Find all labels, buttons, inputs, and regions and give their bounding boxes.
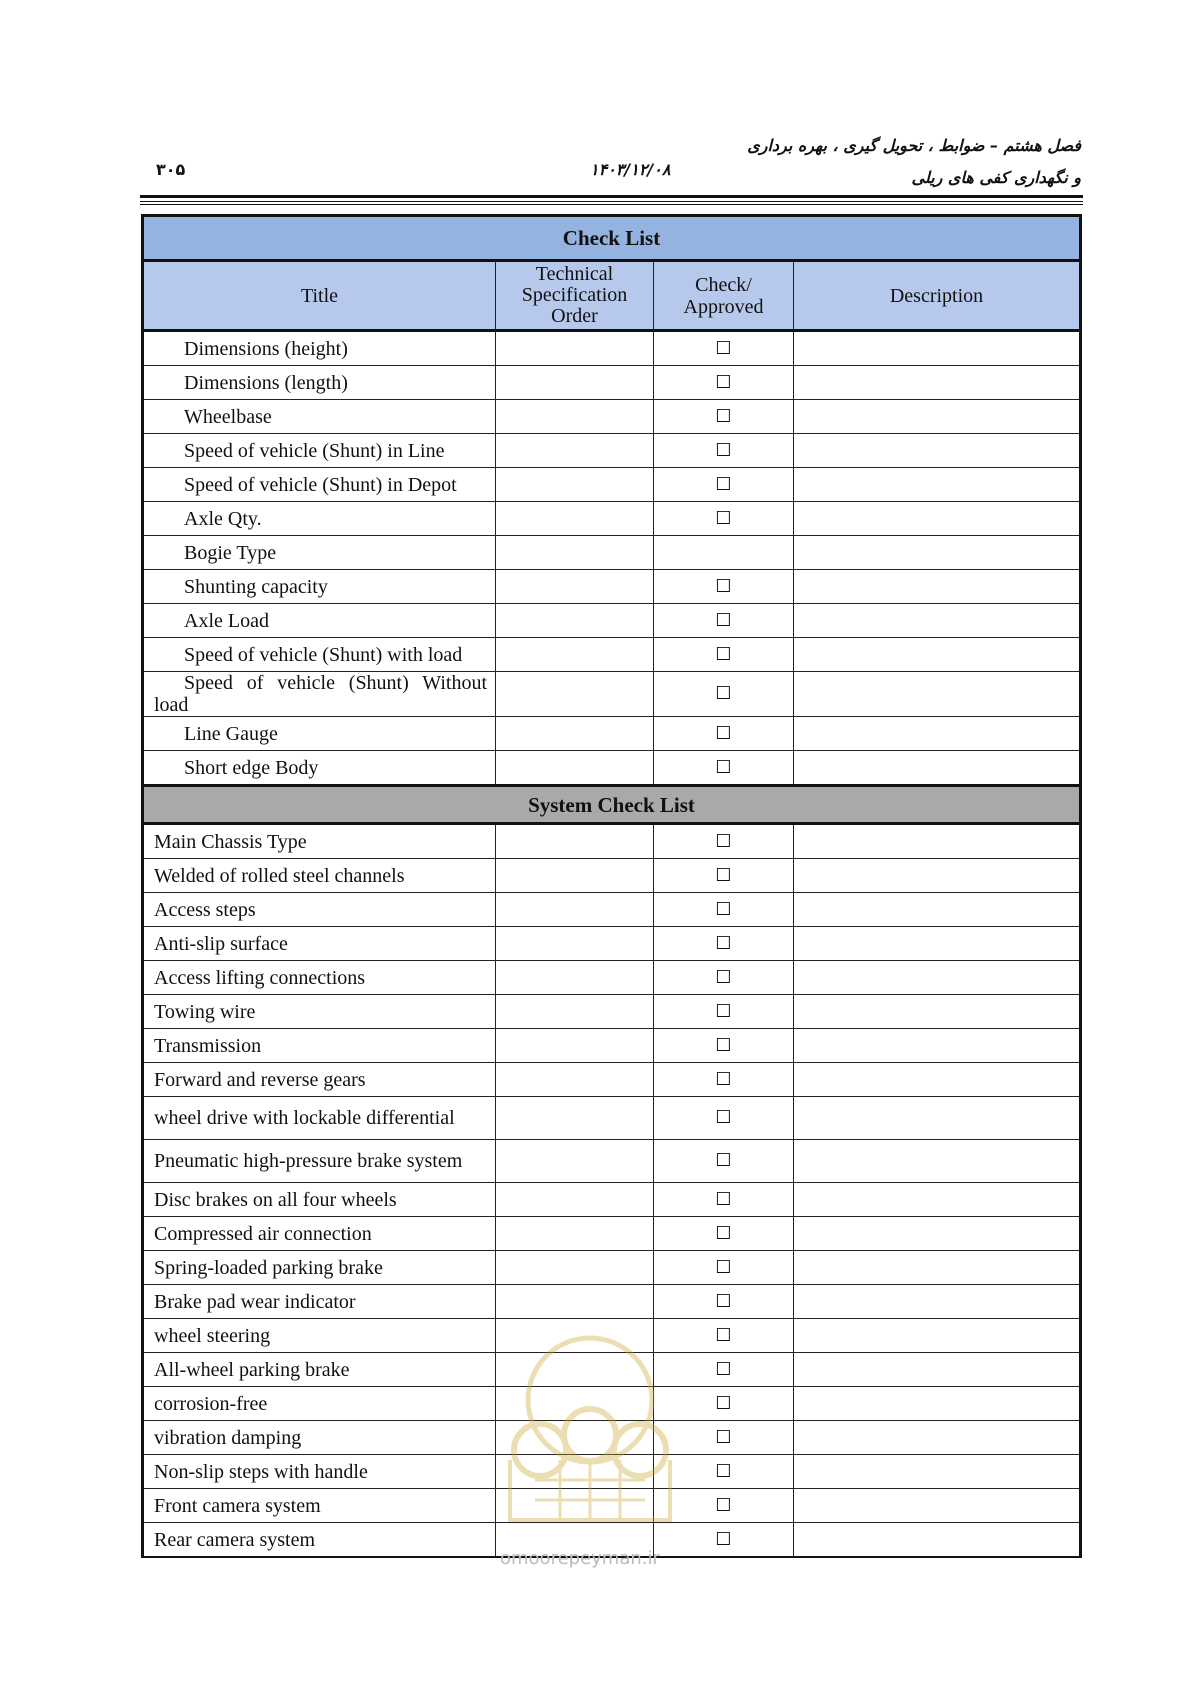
checkbox[interactable]: ☐ xyxy=(654,1029,794,1063)
description-cell[interactable] xyxy=(794,717,1081,751)
checklist-banner-row xyxy=(143,216,1081,261)
tech-spec-cell[interactable] xyxy=(496,1285,654,1319)
watermark-seal-icon xyxy=(490,1330,690,1530)
checkbox[interactable]: ☐ xyxy=(654,1063,794,1097)
checkbox[interactable]: ☐ xyxy=(654,961,794,995)
table-row xyxy=(143,859,1081,893)
row-title: Disc brakes on all four wheels xyxy=(143,1183,496,1217)
tech-spec-cell[interactable] xyxy=(496,434,654,468)
table-row xyxy=(143,331,1081,366)
tech-spec-cell[interactable] xyxy=(496,1097,654,1140)
check-cell[interactable] xyxy=(654,536,794,570)
system-checklist-banner-row xyxy=(143,786,1081,824)
row-title: Speed of vehicle (Shunt) Without load xyxy=(143,672,496,717)
column-header-check: Check/ Approved xyxy=(654,261,794,331)
checkbox[interactable]: ☐ xyxy=(654,366,794,400)
checkbox[interactable]: ☐ xyxy=(654,893,794,927)
row-title: Dimensions (length) xyxy=(143,366,496,400)
table-row xyxy=(143,824,1081,859)
tech-spec-cell[interactable] xyxy=(496,1029,654,1063)
header-rule xyxy=(140,201,1083,202)
tech-spec-cell[interactable] xyxy=(496,893,654,927)
row-title: Compressed air connection xyxy=(143,1217,496,1251)
checkbox[interactable]: ☐ xyxy=(654,1183,794,1217)
tech-spec-cell[interactable] xyxy=(496,331,654,366)
header-rule xyxy=(140,204,1083,205)
description-cell[interactable] xyxy=(794,536,1081,570)
column-header-tech-spec: Technical Specification Order xyxy=(496,261,654,331)
description-cell[interactable] xyxy=(794,1319,1081,1353)
checkbox[interactable]: ☐ xyxy=(654,1489,794,1523)
description-cell[interactable] xyxy=(794,1140,1081,1183)
checkbox[interactable]: ☐ xyxy=(654,1217,794,1251)
table-row xyxy=(143,1251,1081,1285)
row-title: Axle Qty. xyxy=(143,502,496,536)
table-row xyxy=(143,995,1081,1029)
row-title: Access steps xyxy=(143,893,496,927)
checkbox[interactable]: ☐ xyxy=(654,400,794,434)
description-cell[interactable] xyxy=(794,1029,1081,1063)
checkbox[interactable]: ☐ xyxy=(654,1387,794,1421)
table-row xyxy=(143,1285,1081,1319)
page-number: ۳۰۵ xyxy=(156,160,186,179)
header-rule xyxy=(140,195,1083,198)
description-cell[interactable] xyxy=(794,995,1081,1029)
watermark-url: omoorepeyman.ir xyxy=(500,1548,660,1569)
table-row xyxy=(143,1097,1081,1140)
description-cell[interactable] xyxy=(794,1523,1081,1558)
description-cell[interactable] xyxy=(794,468,1081,502)
checkbox[interactable]: ☐ xyxy=(654,717,794,751)
checkbox[interactable]: ☐ xyxy=(654,1523,794,1558)
table-row xyxy=(143,1063,1081,1097)
column-header-title: Title xyxy=(143,261,496,331)
tech-spec-cell[interactable] xyxy=(496,961,654,995)
checkbox[interactable]: ☐ xyxy=(654,1319,794,1353)
checkbox[interactable]: ☐ xyxy=(654,468,794,502)
tech-spec-cell[interactable] xyxy=(496,1251,654,1285)
row-title: Wheelbase xyxy=(143,400,496,434)
checkbox[interactable]: ☐ xyxy=(654,927,794,961)
table-row xyxy=(143,1183,1081,1217)
checklist-title: Check List xyxy=(143,216,1081,261)
description-cell[interactable] xyxy=(794,1421,1081,1455)
table-row xyxy=(143,1217,1081,1251)
row-title: Access lifting connections xyxy=(143,961,496,995)
row-title: Main Chassis Type xyxy=(143,824,496,859)
table-row xyxy=(143,604,1081,638)
description-cell[interactable] xyxy=(794,400,1081,434)
description-cell[interactable] xyxy=(794,1097,1081,1140)
tech-spec-cell[interactable] xyxy=(496,751,654,786)
description-cell[interactable] xyxy=(794,570,1081,604)
table-row xyxy=(143,1029,1081,1063)
checkbox[interactable]: ☐ xyxy=(654,672,794,717)
row-title: Speed of vehicle (Shunt) in Depot xyxy=(143,468,496,502)
row-title: Rear camera system xyxy=(143,1523,496,1558)
table-row xyxy=(143,927,1081,961)
checkbox[interactable]: ☐ xyxy=(654,1455,794,1489)
table-row xyxy=(143,536,1081,570)
checkbox[interactable]: ☐ xyxy=(654,859,794,893)
row-title: Front camera system xyxy=(143,1489,496,1523)
description-cell[interactable] xyxy=(794,366,1081,400)
row-title: Speed of vehicle (Shunt) in Line xyxy=(143,434,496,468)
checkbox[interactable]: ☐ xyxy=(654,1421,794,1455)
checkbox[interactable]: ☐ xyxy=(654,1353,794,1387)
row-title: corrosion-free xyxy=(143,1387,496,1421)
table-row xyxy=(143,672,1081,717)
checkbox[interactable]: ☐ xyxy=(654,502,794,536)
row-title: Line Gauge xyxy=(143,717,496,751)
row-title: wheel steering xyxy=(143,1319,496,1353)
row-title: Forward and reverse gears xyxy=(143,1063,496,1097)
row-title: vibration damping xyxy=(143,1421,496,1455)
description-cell[interactable] xyxy=(794,434,1081,468)
checkbox[interactable]: ☐ xyxy=(654,570,794,604)
row-title: All-wheel parking brake xyxy=(143,1353,496,1387)
row-title: Bogie Type xyxy=(143,536,496,570)
description-cell[interactable] xyxy=(794,1251,1081,1285)
description-cell[interactable] xyxy=(794,604,1081,638)
tech-spec-cell[interactable] xyxy=(496,927,654,961)
table-row xyxy=(143,1140,1081,1183)
row-title: Short edge Body xyxy=(143,751,496,786)
table-row xyxy=(143,570,1081,604)
chapter-heading xyxy=(747,130,1081,194)
row-title: Towing wire xyxy=(143,995,496,1029)
tech-spec-cell[interactable] xyxy=(496,400,654,434)
description-cell[interactable] xyxy=(794,1063,1081,1097)
table-row xyxy=(143,502,1081,536)
column-header-row xyxy=(143,261,1081,331)
description-cell[interactable] xyxy=(794,961,1081,995)
description-cell[interactable] xyxy=(794,1489,1081,1523)
table-row xyxy=(143,961,1081,995)
row-title: Axle Load xyxy=(143,604,496,638)
description-cell[interactable] xyxy=(794,331,1081,366)
checkbox[interactable]: ☐ xyxy=(654,1285,794,1319)
tech-spec-cell[interactable] xyxy=(496,638,654,672)
description-cell[interactable] xyxy=(794,751,1081,786)
checkbox[interactable]: ☐ xyxy=(654,751,794,786)
table-row xyxy=(143,434,1081,468)
description-cell[interactable] xyxy=(794,672,1081,717)
description-cell[interactable] xyxy=(794,859,1081,893)
row-title: Shunting capacity xyxy=(143,570,496,604)
tech-spec-cell[interactable] xyxy=(496,672,654,717)
tech-spec-cell[interactable] xyxy=(496,468,654,502)
description-cell[interactable] xyxy=(794,893,1081,927)
document-date: ۱۴۰۳/۱۲/۰۸ xyxy=(590,160,671,179)
row-title: Brake pad wear indicator xyxy=(143,1285,496,1319)
row-title: Speed of vehicle (Shunt) with load xyxy=(143,638,496,672)
tech-spec-cell[interactable] xyxy=(496,1140,654,1183)
tech-spec-cell[interactable] xyxy=(496,570,654,604)
tech-spec-cell[interactable] xyxy=(496,995,654,1029)
tech-spec-cell[interactable] xyxy=(496,1217,654,1251)
checkbox[interactable]: ☐ xyxy=(654,1097,794,1140)
table-row xyxy=(143,638,1081,672)
row-title: wheel drive with lockable differential xyxy=(143,1097,496,1140)
table-row xyxy=(143,400,1081,434)
tech-spec-cell[interactable] xyxy=(496,824,654,859)
row-title: Transmission xyxy=(143,1029,496,1063)
checkbox[interactable]: ☐ xyxy=(654,638,794,672)
column-header-description: Description xyxy=(794,261,1081,331)
description-cell[interactable] xyxy=(794,1217,1081,1251)
row-title: Spring-loaded parking brake xyxy=(143,1251,496,1285)
chapter-line-2: و نگهداری کفی های ریلی xyxy=(911,168,1081,187)
checkbox[interactable]: ☐ xyxy=(654,434,794,468)
table-row xyxy=(143,366,1081,400)
checkbox[interactable]: ☐ xyxy=(654,331,794,366)
table-row xyxy=(143,893,1081,927)
checkbox[interactable]: ☐ xyxy=(654,1251,794,1285)
description-cell[interactable] xyxy=(794,1285,1081,1319)
tech-spec-cell[interactable] xyxy=(496,604,654,638)
description-cell[interactable] xyxy=(794,502,1081,536)
tech-spec-cell[interactable] xyxy=(496,1063,654,1097)
chapter-line-1: فصل هشتم – ضوابط ، تحویل گیری ، بهره برداری xyxy=(747,136,1081,155)
tech-spec-cell[interactable] xyxy=(496,1183,654,1217)
description-cell[interactable] xyxy=(794,927,1081,961)
table-row xyxy=(143,717,1081,751)
system-checklist-title: System Check List xyxy=(143,786,1081,824)
checkbox[interactable]: ☐ xyxy=(654,604,794,638)
description-cell[interactable] xyxy=(794,638,1081,672)
checkbox[interactable]: ☐ xyxy=(654,1140,794,1183)
description-cell[interactable] xyxy=(794,824,1081,859)
row-title: Anti-slip surface xyxy=(143,927,496,961)
tech-spec-cell[interactable] xyxy=(496,366,654,400)
row-title: Dimensions (height) xyxy=(143,331,496,366)
tech-spec-cell[interactable] xyxy=(496,859,654,893)
row-title: Non-slip steps with handle xyxy=(143,1455,496,1489)
description-cell[interactable] xyxy=(794,1183,1081,1217)
table-row xyxy=(143,468,1081,502)
tech-spec-cell[interactable] xyxy=(496,717,654,751)
table-row xyxy=(143,751,1081,786)
checkbox[interactable]: ☐ xyxy=(654,824,794,859)
description-cell[interactable] xyxy=(794,1455,1081,1489)
row-title: Welded of rolled steel channels xyxy=(143,859,496,893)
row-title: Pneumatic high-pressure brake system xyxy=(143,1140,496,1183)
description-cell[interactable] xyxy=(794,1353,1081,1387)
tech-spec-cell[interactable] xyxy=(496,536,654,570)
tech-spec-cell[interactable] xyxy=(496,502,654,536)
checkbox[interactable]: ☐ xyxy=(654,995,794,1029)
description-cell[interactable] xyxy=(794,1387,1081,1421)
